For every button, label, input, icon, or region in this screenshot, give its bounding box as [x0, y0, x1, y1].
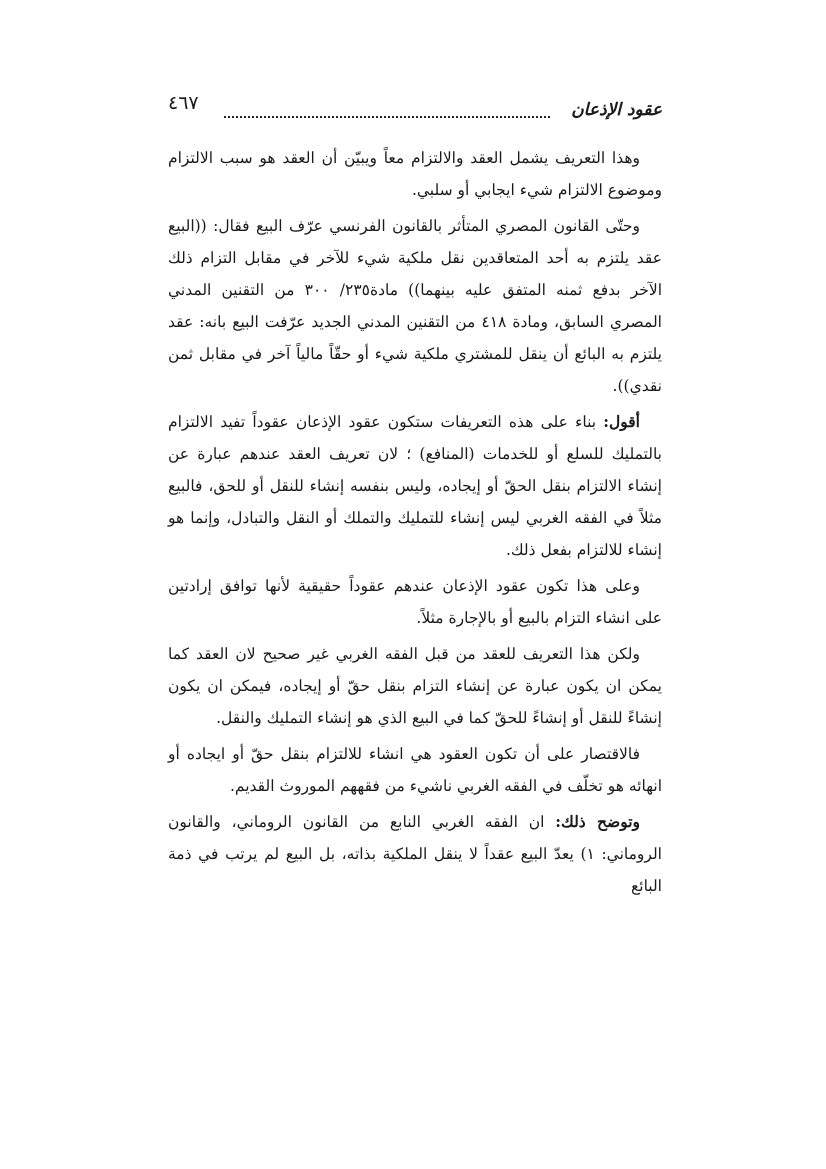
paragraph	[168, 638, 662, 734]
running-title: عقود الإذعان	[571, 100, 662, 120]
body-text	[168, 142, 662, 902]
paragraph-text: وحتّى القانون المصري المتأثر بالقانون الفرنسي عرّف البيع فقال: ((البيع عقد يلتزم به أحد المتعاقدين نقل ملكية شيء للآخر في مقابل التزام ذلك الآخر بدفع ثمنه المتفق عليه بينهما)) مادة٢٣٥/ ٣٠٠ من التقنين المدني المصري السابق، ومادة ٤١٨ من التقنين المدني الجديد عرّفت البيع بانه: عقد يلتزم به البائع أن ينقل للمشتري ملكية شيء أو حقّاً مالياً آخر في مقابل ثمن نقدي)).	[168, 217, 662, 395]
paragraph-text: وعلى هذا تكون عقود الإذعان عندهم عقوداً حقيقية لأنها توافق إرادتين على انشاء التزام بالبيع أو بالإجارة مثلاً.	[168, 577, 662, 627]
running-header	[168, 90, 662, 128]
paragraph-text: بناء على هذه التعريفات ستكون عقود الإذعان عقوداً تفيد الالتزام بالتمليك للسلع أو للخدمات (المنافع) ؛ لان تعريف العقد عندهم عبارة عن إنشاء الالتزام بنقل الحقّ أو إيجاده، وليس بنفسه إنشاء للنقل أو للحق، فالبيع مثلاً في الفقه الغربي ليس إنشاء للتمليك والتملك أو النقل والتبادل، وإنما هو إنشاء للالتزام بفعل ذلك.	[168, 413, 662, 559]
paragraph-text: وهذا التعريف يشمل العقد والالتزام معاً ويبيّن أن العقد هو سبب الالتزام وموضوع الالتزام شيء ايجابي أو سلبي.	[168, 149, 662, 199]
paragraph	[168, 406, 662, 566]
paragraph	[168, 806, 662, 902]
paragraph	[168, 210, 662, 402]
paragraph-text: ولكن هذا التعريف للعقد من قبل الفقه الغربي غير صحيح لان العقد كما يمكن ان يكون عبارة عن إنشاء التزام بنقل حقّ أو إيجاده، فيمكن ان يكون إنشاءً للنقل أو إنشاءً للحقّ كما في البيع الذي هو إنشاء التمليك والنقل.	[168, 645, 662, 727]
paragraph-lead: أقول:	[603, 412, 640, 431]
paragraph-text: ان الفقه الغربي النابع من القانون الروماني، والقانون الروماني: ١) يعدّ البيع عقداً لا ينقل الملكية بذاته، بل البيع لم يرتب في ذمة البائع	[168, 813, 662, 895]
paragraph	[168, 570, 662, 634]
paragraph-lead: وتوضح ذلك:	[555, 812, 640, 831]
paragraph-text: فالاقتصار على أن تكون العقود هي انشاء للالتزام بنقل حقّ أو ايجاده أو انهائه هو تخلّف في الفقه الغربي ناشيء من فقههم الموروث القديم.	[168, 745, 662, 795]
page-number: ٤٦٧	[168, 92, 199, 114]
leader-dots	[224, 116, 550, 118]
paragraph	[168, 738, 662, 802]
book-page	[168, 90, 662, 906]
paragraph	[168, 142, 662, 206]
